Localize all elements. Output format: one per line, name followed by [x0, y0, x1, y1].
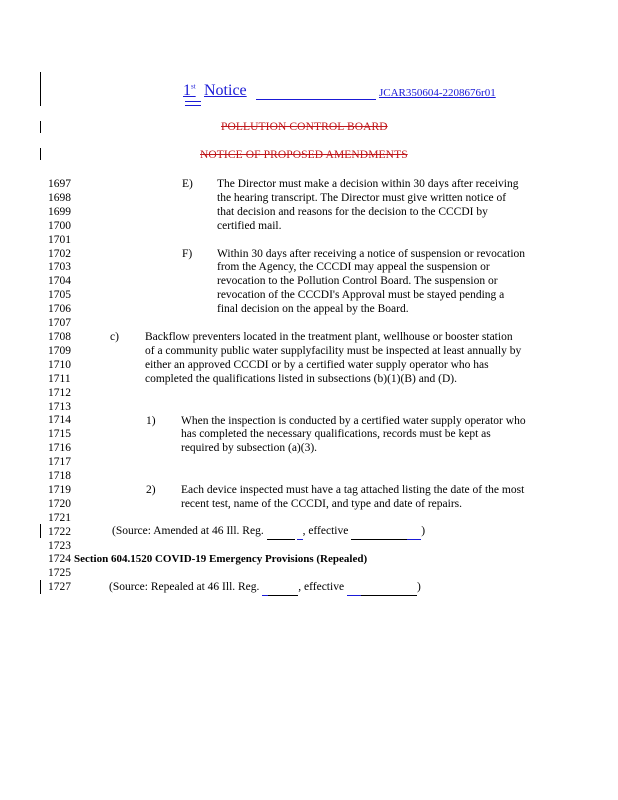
change-bar [40, 524, 41, 538]
paragraph-c [145, 331, 565, 387]
source-prefix: (Source: Amended at 46 Ill. Reg. [112, 525, 264, 537]
text-line: Each device inspected must have a tag attached listing the date of the most [181, 484, 525, 496]
text-line: Backflow preventers located in the treatment plant, wellhouse or booster station [145, 331, 513, 343]
text-line: When the inspection is conducted by a certified water supply operator who [181, 414, 526, 427]
line-number: 1710 [48, 358, 71, 371]
line-number: 1712 [48, 386, 71, 399]
text-line: from the Agency, the CCCDI may appeal the suspension or [217, 261, 490, 274]
change-bar [40, 121, 41, 133]
effective-insert-mark [347, 581, 361, 596]
text-line: The Director must make a decision within 30 days after receiving [217, 178, 519, 190]
source-note-repealed [109, 581, 421, 596]
text-line: required by subsection (a)(3). [181, 442, 318, 455]
line-number: 1707 [48, 317, 71, 330]
line-number: 1725 [48, 567, 71, 580]
paragraph-1 [181, 415, 561, 457]
line-number: 1703 [48, 261, 71, 274]
notice-subtitle: NOTICE OF PROPOSED AMENDMENTS [200, 149, 408, 161]
line-number-column [48, 178, 88, 595]
notice-word: Notice [204, 82, 247, 99]
line-number: 1723 [48, 539, 71, 552]
source-suffix: ) [421, 525, 426, 537]
line-number: 1700 [48, 219, 71, 232]
paragraph-e [217, 178, 557, 234]
effective-blank [351, 525, 407, 540]
text-line: final decision on the appeal by the Board. [217, 303, 409, 316]
paragraph-label-e: E) [182, 178, 193, 190]
change-bar [40, 148, 41, 160]
text-line: revocation to the Pollution Control Board. The suspension or [217, 275, 498, 288]
text-line: of a community public water supplyfacility must be inspected at least annually by [145, 344, 522, 357]
notice-mark [185, 101, 201, 106]
line-number: 1714 [48, 414, 71, 427]
board-name: POLLUTION CONTROL BOARD [221, 121, 388, 133]
effective-blank [361, 581, 417, 596]
text-line: revocation of the CCCDI's Approval must be stayed pending a [217, 289, 505, 302]
line-number: 1719 [48, 483, 71, 496]
line-number: 1697 [48, 178, 71, 190]
line-number: 1713 [48, 400, 71, 413]
line-number: 1722 [48, 525, 71, 538]
line-number: 1708 [48, 330, 71, 343]
line-number: 1705 [48, 289, 71, 302]
line-number: 1727 [48, 581, 71, 594]
paragraph-f [217, 248, 557, 318]
source-suffix: ) [416, 581, 421, 593]
line-number: 1715 [48, 428, 71, 441]
effective-insert-mark [407, 525, 421, 540]
paragraph-label-2: 2) [146, 484, 156, 496]
text-line: recent test, name of the CCCDI, and type and date of repairs. [181, 497, 463, 510]
notice-number: 1st [183, 82, 196, 99]
line-number: 1699 [48, 205, 71, 218]
text-line: either an approved CCCDI or by a certified water supply operator who has [145, 358, 489, 371]
text-line: certified mail. [217, 219, 282, 232]
text-line: completed the qualifications listed in subsections (b)(1)(B) and (D). [145, 372, 458, 385]
text-line: has completed the necessary qualifications, records must be kept as [181, 428, 491, 441]
paragraph-label-c: c) [110, 331, 119, 343]
line-number: 1720 [48, 497, 71, 510]
text-line: Within 30 days after receiving a notice of suspension or revocation [217, 247, 526, 260]
line-number: 1724 [48, 553, 71, 566]
line-number: 1709 [48, 344, 71, 357]
line-number: 1701 [48, 233, 71, 246]
register-blank [268, 581, 298, 596]
line-number: 1716 [48, 442, 71, 455]
change-bar [40, 72, 41, 106]
register-blank [267, 525, 295, 540]
source-middle: , effective [302, 525, 349, 537]
notice-header [183, 82, 513, 106]
text-line: the hearing transcript. The Director must give written notice of [217, 191, 507, 204]
line-number: 1721 [48, 511, 71, 524]
source-prefix: (Source: Repealed at 46 Ill. Reg. [109, 581, 260, 593]
jcar-code: JCAR350604-2208676r01 [379, 87, 496, 99]
paragraph-label-1: 1) [146, 414, 156, 427]
line-number: 1717 [48, 456, 71, 469]
line-number: 1698 [48, 191, 71, 204]
line-number: 1718 [48, 470, 71, 483]
notice-underline [256, 99, 376, 100]
line-number: 1702 [48, 247, 71, 260]
source-middle: , effective [298, 581, 345, 593]
source-note-amended [112, 525, 425, 540]
section-heading: Section 604.1520 COVID-19 Emergency Provisions (Repealed) [74, 553, 368, 565]
line-number: 1706 [48, 303, 71, 316]
line-number: 1704 [48, 275, 71, 288]
paragraph-label-f: F) [182, 247, 193, 260]
text-line: that decision and reasons for the decision to the CCCDI by [217, 205, 488, 218]
line-number: 1711 [48, 372, 71, 385]
paragraph-2 [181, 484, 561, 512]
change-bar [40, 580, 41, 594]
